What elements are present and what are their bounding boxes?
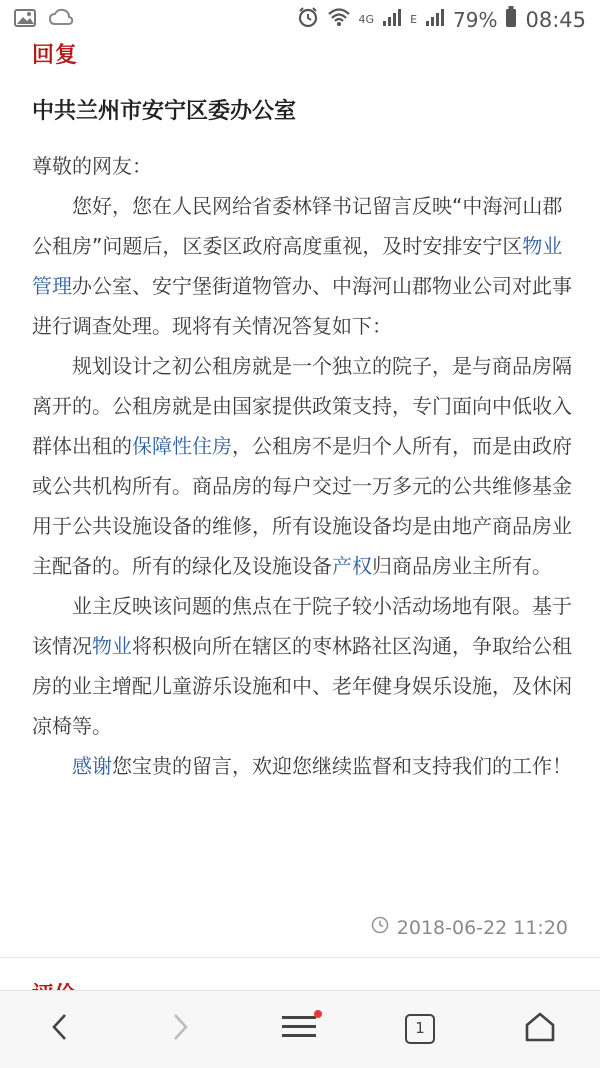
- menu-icon: [278, 1010, 322, 1048]
- home-button[interactable]: [516, 1005, 564, 1053]
- p3-text-a: 业主反映该问题的焦点在于院子较小活动场地有限。基于该情况: [32, 594, 572, 658]
- paragraph-1: [32, 186, 572, 346]
- link-property-management[interactable]: 物业管理: [32, 234, 563, 298]
- org-title: 中共兰州市安宁区委办公室: [32, 99, 297, 124]
- forward-button[interactable]: [156, 1005, 204, 1053]
- alarm-icon: [297, 6, 319, 33]
- p3-text-b: 将积极向所在辖区的枣林路社区沟通，争取给公租房的业主增配儿童游乐设施和中、老年健身娱乐设施，及休闲凉椅等。: [32, 634, 572, 738]
- battery-icon: [505, 6, 517, 33]
- paragraph-3: [32, 586, 572, 746]
- menu-button[interactable]: [276, 1005, 324, 1053]
- timestamp-text: 2018-06-22 11:20: [396, 916, 568, 939]
- tabs-button[interactable]: [396, 1005, 444, 1053]
- p1-text-a: 您好，您在人民网给省委林铎书记留言反映“中海河山郡公租房”问题后，区委区政府高度重视，及时安排安宁区: [32, 194, 563, 258]
- paragraph-4: [32, 746, 572, 786]
- p4-text-b: 您宝贵的留言，欢迎您继续监督和支持我们的工作！: [112, 754, 572, 778]
- cloud-icon: [48, 8, 74, 33]
- signal-icon-2: [425, 7, 445, 32]
- reply-body: [32, 146, 572, 786]
- divider: [0, 957, 600, 958]
- p2-text-b: ，公租房不是归个人所有，而是由政府或公共机构所有。商品房的每户交过一万多元的公共维修基金用于公共设施设备的维修，所有设施设备均是由地产商品房业主配备的。所有的绿化及设施设备: [32, 434, 572, 578]
- gallery-icon: [14, 8, 36, 33]
- paragraph-2: [32, 346, 572, 586]
- article-content: [0, 34, 600, 994]
- bottom-navigation: [0, 990, 600, 1068]
- p2-text-c: 归商品房业主所有。: [372, 554, 552, 578]
- back-icon: [48, 1012, 72, 1046]
- signal-icon: [382, 7, 402, 32]
- tabs-count: 1: [415, 1019, 425, 1037]
- wifi-icon: [327, 7, 351, 32]
- reply-section-label: 回复: [32, 43, 79, 68]
- greeting: 尊敬的网友：: [32, 154, 152, 178]
- clock-time: 08:45: [525, 7, 586, 32]
- p2-text-a: 规划设计之初公租房就是一个独立的院子，是与商品房隔离开的。公租房就是由国家提供政策支持，专门面向中低收入群体出租的: [32, 354, 572, 458]
- tabs-icon: [405, 1014, 435, 1044]
- network-type-label: 4G: [358, 13, 375, 26]
- back-button[interactable]: [36, 1005, 84, 1053]
- p1-text-b: 办公室、安宁堡街道物管办、中海河山郡物业公司对此事进行调查处理。现将有关情况答复如下：: [32, 274, 572, 338]
- reply-timestamp: [371, 916, 568, 939]
- clock-icon: [371, 916, 389, 939]
- link-property-rights[interactable]: 产权: [332, 554, 372, 578]
- link-thanks[interactable]: 感谢: [72, 754, 112, 778]
- forward-icon: [168, 1012, 192, 1046]
- link-affordable-housing[interactable]: 保障性住房: [132, 434, 232, 458]
- link-property[interactable]: 物业: [92, 634, 132, 658]
- battery-percent: 79%: [453, 7, 498, 32]
- signal-type-label: E: [410, 13, 418, 26]
- home-icon: [523, 1011, 557, 1047]
